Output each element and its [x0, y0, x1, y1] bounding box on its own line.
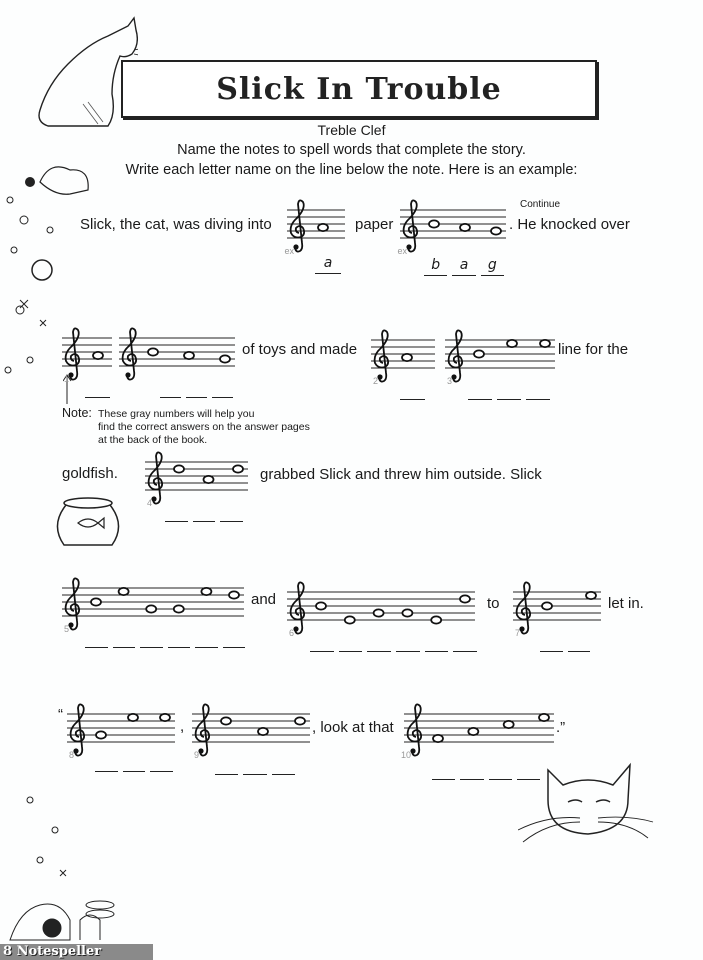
answer-blanks[interactable]	[95, 754, 173, 772]
answer-blank[interactable]	[497, 382, 521, 400]
answer-blanks[interactable]	[468, 382, 550, 400]
answer-blank[interactable]	[425, 634, 449, 652]
story-text: line for the	[558, 341, 629, 358]
treble-clef-icon	[291, 582, 305, 633]
whole-note	[174, 605, 184, 612]
answer-blank[interactable]	[85, 380, 110, 398]
whole-note	[468, 728, 478, 735]
treble-clef-dot	[198, 748, 203, 753]
answer-blank[interactable]: a	[452, 258, 475, 276]
gray-number-label: 5	[63, 624, 69, 634]
treble-clef-dot	[73, 748, 78, 753]
answer-blank[interactable]	[526, 382, 550, 400]
answer-blank[interactable]	[113, 630, 136, 648]
answer-blank[interactable]	[568, 634, 591, 652]
treble-clef-icon	[66, 578, 80, 629]
whole-note	[539, 714, 549, 721]
whole-note	[295, 717, 305, 724]
gray-number-label: ex	[397, 246, 407, 256]
staff-svg	[119, 326, 235, 388]
answer-blank[interactable]	[165, 504, 188, 522]
treble-clef-dot	[125, 372, 130, 377]
note-text	[98, 408, 310, 447]
answer-blank[interactable]	[272, 757, 295, 775]
answer-blank[interactable]	[243, 757, 266, 775]
gray-number-label: 6	[288, 628, 294, 638]
whole-note	[474, 350, 484, 357]
gray-number-label: ex	[284, 246, 294, 256]
treble-clef-icon	[291, 200, 305, 251]
whole-note	[93, 352, 103, 359]
answer-blank[interactable]	[212, 380, 233, 398]
whole-note	[220, 355, 230, 362]
treble-clef-dot	[410, 748, 415, 753]
staff-1b	[119, 326, 235, 388]
story-text: goldfish.	[62, 465, 118, 482]
treble-clef-stroke	[291, 200, 305, 251]
answer-blank[interactable]	[223, 630, 246, 648]
answer-blanks[interactable]	[160, 380, 233, 398]
story-text: of toys and made	[242, 341, 358, 358]
staff-svg	[284, 198, 345, 260]
whole-note	[160, 714, 170, 721]
staff-svg	[287, 580, 475, 642]
note-label: Note:	[62, 406, 92, 420]
treble-clef-icon	[123, 328, 137, 379]
answer-blank[interactable]	[432, 762, 455, 780]
story-text: let in.	[608, 595, 644, 612]
answer-blank[interactable]	[460, 762, 483, 780]
staff-6	[287, 580, 475, 642]
whole-note	[460, 595, 470, 602]
staff-svg	[445, 328, 555, 390]
staff-7	[513, 580, 601, 642]
answer-blank[interactable]: b	[424, 258, 447, 276]
treble-clef-stroke	[404, 200, 418, 251]
treble-clef-stroke	[149, 452, 163, 503]
whole-note	[233, 465, 243, 472]
toy-pile-illustration	[0, 770, 130, 942]
staff-svg	[62, 576, 244, 638]
answer-blank[interactable]	[85, 630, 108, 648]
story-text: Slick, the cat, was diving into	[80, 216, 272, 233]
staff-3	[445, 328, 555, 390]
whole-note	[318, 224, 328, 231]
answer-blank[interactable]	[489, 762, 512, 780]
treble-clef-dot	[68, 622, 73, 627]
treble-clef-icon	[196, 704, 210, 755]
answer-blanks[interactable]	[85, 380, 110, 398]
whole-note	[540, 340, 550, 347]
whole-note	[204, 476, 214, 483]
story-text: to	[487, 595, 500, 612]
answer-blank[interactable]	[453, 634, 477, 652]
treble-clef-stroke	[449, 330, 463, 381]
staff-example-1	[284, 198, 345, 260]
gray-number-label: 7	[514, 628, 520, 638]
story-text: . He knocked over	[509, 216, 630, 233]
treble-clef-icon	[66, 328, 80, 379]
staff-10	[400, 702, 554, 764]
answer-blanks[interactable]	[540, 634, 590, 652]
answer-blank[interactable]	[396, 634, 420, 652]
story-text: “	[58, 706, 63, 723]
subtitle: Treble Clef	[317, 122, 386, 138]
whole-note	[345, 616, 355, 623]
treble-clef-stroke	[408, 704, 422, 755]
staff-9	[192, 702, 310, 764]
whole-note	[148, 348, 158, 355]
whole-note	[431, 616, 441, 623]
whole-note	[96, 731, 106, 738]
story-text: ,	[180, 718, 185, 735]
gray-number-label: 9	[193, 750, 199, 760]
answer-blank[interactable]	[168, 630, 191, 648]
whole-note	[433, 735, 443, 742]
answer-blank[interactable]	[310, 634, 334, 652]
staff-4	[145, 450, 248, 512]
staff-svg	[371, 328, 435, 390]
staff-svg	[513, 580, 601, 642]
note-line: at the back of the book.	[98, 434, 208, 446]
story-text: and	[251, 591, 277, 608]
whole-note	[586, 592, 596, 599]
gray-number-label: 2	[372, 376, 378, 386]
treble-clef-dot	[519, 626, 524, 631]
answer-blanks[interactable]	[165, 504, 243, 522]
page-number: 8	[3, 944, 13, 959]
gray-number-label: 1	[63, 374, 69, 384]
story-text: , look at that	[312, 719, 394, 736]
answer-blank[interactable]	[123, 754, 146, 772]
treble-clef-stroke	[517, 582, 531, 633]
footer-bar	[0, 944, 153, 960]
answer-blank[interactable]: g	[481, 258, 504, 276]
treble-clef-dot	[293, 626, 298, 631]
staff-svg	[62, 326, 112, 388]
whole-note	[128, 714, 138, 721]
whole-note	[460, 224, 470, 231]
answer-blank[interactable]	[150, 754, 173, 772]
answer-blank[interactable]	[193, 504, 216, 522]
answer-blank[interactable]	[95, 754, 118, 772]
whole-note	[119, 588, 129, 595]
answer-blank[interactable]	[140, 630, 163, 648]
answer-blank[interactable]	[160, 380, 181, 398]
treble-clef-stroke	[66, 578, 80, 629]
treble-clef-dot	[68, 372, 73, 377]
note-line: These gray numbers will help you	[98, 408, 255, 420]
treble-clef-dot	[293, 244, 298, 249]
treble-clef-stroke	[71, 704, 85, 755]
treble-clef-icon	[449, 330, 463, 381]
treble-clef-stroke	[66, 328, 80, 379]
title-banner	[121, 60, 597, 118]
answer-blanks[interactable]	[310, 634, 477, 652]
answer-blank[interactable]: a	[315, 256, 341, 274]
treble-clef-icon	[404, 200, 418, 251]
whole-note	[504, 721, 514, 728]
continue-label: Continue	[520, 199, 561, 210]
treble-clef-icon	[517, 582, 531, 633]
whole-note	[174, 465, 184, 472]
answer-blank[interactable]	[400, 382, 425, 400]
whole-note	[542, 602, 552, 609]
gray-number-label: 4	[146, 498, 152, 508]
book-title: Notespeller	[16, 944, 102, 959]
whole-note	[229, 591, 239, 598]
treble-clef-stroke	[123, 328, 137, 379]
whole-note	[91, 598, 101, 605]
whole-note	[221, 717, 231, 724]
staff-svg	[192, 702, 310, 764]
staff-svg	[397, 198, 506, 260]
answer-blank[interactable]	[215, 757, 238, 775]
whole-note	[316, 602, 326, 609]
treble-clef-dot	[406, 244, 411, 249]
gray-number-label: 10	[400, 750, 411, 760]
answer-blank[interactable]	[540, 634, 563, 652]
note-line: find the correct answers on the answer pages	[98, 421, 310, 433]
whole-note	[201, 588, 211, 595]
answer-blank[interactable]	[186, 380, 207, 398]
treble-clef-dot	[377, 374, 382, 379]
staff-2	[371, 328, 435, 390]
gray-number-label: 3	[446, 376, 452, 386]
whole-note	[184, 352, 194, 359]
staff-svg	[145, 450, 248, 512]
whole-note	[374, 609, 384, 616]
treble-clef-stroke	[196, 704, 210, 755]
story-text: paper	[355, 216, 394, 233]
answer-blank[interactable]	[339, 634, 363, 652]
instruction-line-1: Name the notes to spell words that complete the story.	[177, 142, 526, 158]
answer-blanks[interactable]	[424, 258, 504, 276]
whole-note	[146, 605, 156, 612]
staff-5	[62, 576, 244, 638]
answer-blank[interactable]	[220, 504, 243, 522]
treble-clef-dot	[451, 374, 456, 379]
whole-note	[429, 220, 439, 227]
answer-blanks[interactable]	[215, 757, 295, 775]
page-title: Slick In Trouble	[216, 71, 502, 107]
staff-example-2	[397, 198, 506, 260]
staff-svg	[400, 702, 554, 764]
whole-note	[402, 609, 412, 616]
treble-clef-icon	[149, 452, 163, 503]
story-text: .”	[556, 719, 566, 736]
answer-blank[interactable]	[517, 762, 540, 780]
answer-blanks[interactable]	[85, 630, 245, 648]
whole-note	[491, 227, 501, 234]
answer-blank[interactable]	[468, 382, 492, 400]
whole-note	[507, 340, 517, 347]
gray-number-label: 8	[68, 750, 74, 760]
answer-blanks[interactable]	[315, 256, 341, 274]
treble-clef-icon	[408, 704, 422, 755]
answer-blank[interactable]	[195, 630, 218, 648]
whole-note	[258, 728, 268, 735]
story-text: grabbed Slick and threw him outside. Slick	[260, 466, 542, 483]
treble-clef-stroke	[291, 582, 305, 633]
treble-clef-icon	[375, 330, 389, 381]
treble-clef-icon	[71, 704, 85, 755]
answer-blanks[interactable]	[432, 762, 540, 780]
answer-blanks[interactable]	[400, 382, 425, 400]
staff-1a	[62, 326, 112, 388]
instruction-line-2: Write each letter name on the line below the note. Here is an example:	[125, 162, 578, 178]
whole-note	[402, 354, 412, 361]
treble-clef-dot	[151, 496, 156, 501]
treble-clef-stroke	[375, 330, 389, 381]
answer-blank[interactable]	[367, 634, 391, 652]
fishbowl-illustration	[50, 495, 130, 555]
